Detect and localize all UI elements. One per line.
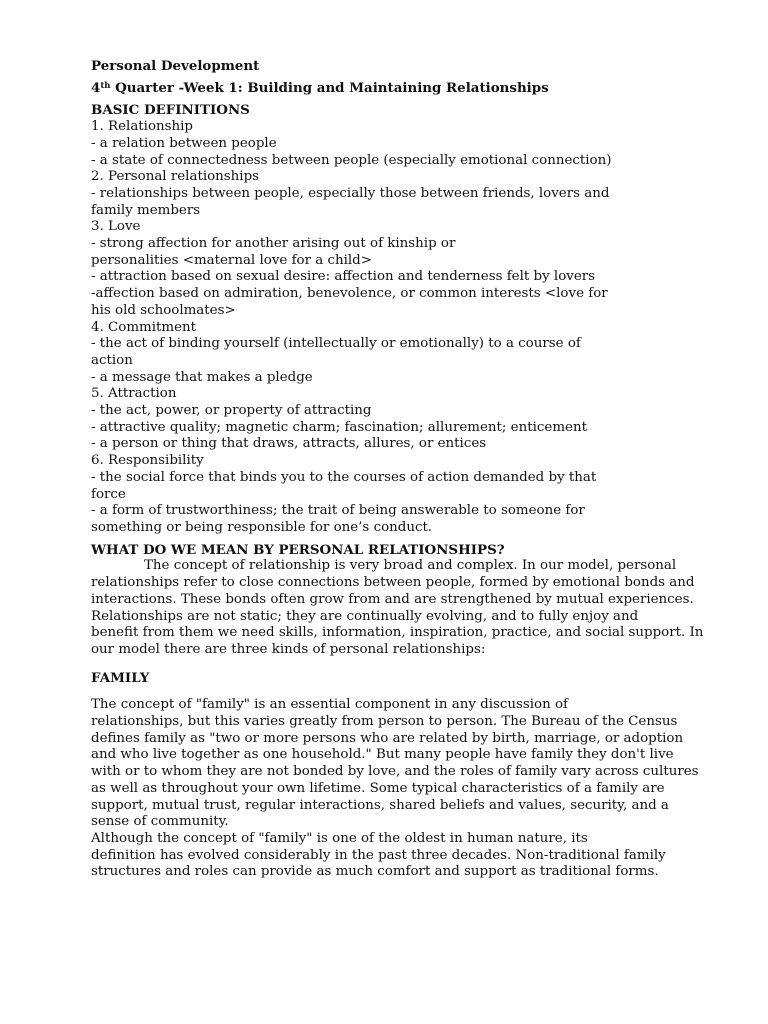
definitions-list <box>91 119 706 537</box>
paragraph-line: The concept of relationship is very broad and complex. In our model, personal <box>144 558 677 574</box>
paragraph-line: definition has evolved considerably in the past three decades. Non-traditional family <box>91 847 666 863</box>
personal-relationships-paragraph <box>91 558 706 658</box>
paragraph-line: Relationships are not static; they are continually evolving, and to fully enjoy and <box>91 608 639 624</box>
definition-line: - a relation between people <box>91 135 277 151</box>
paragraph-line: relationships, but this varies greatly from person to person. The Bureau of the Census <box>91 714 678 730</box>
paragraph-line: sense of community. <box>91 814 229 830</box>
definition-line: - a form of trustworthiness; the trait of being answerable to someone for <box>91 503 585 519</box>
definition-line: family members <box>91 202 201 218</box>
definition-line: - the act of binding yourself (intellectually or emotionally) to a course of <box>91 336 581 352</box>
paragraph-line: as well as throughout your own lifetime. Some typical characteristics of a family are <box>91 780 665 796</box>
definition-line: 1. Relationship <box>91 119 194 135</box>
paragraph-line: support, mutual trust, regular interactions, shared beliefs and values, security, and a <box>91 797 669 813</box>
definition-line: -affection based on admiration, benevolence, or common interests <love for <box>91 286 608 302</box>
definition-line: 3. Love <box>91 219 141 235</box>
family-heading: FAMILY <box>91 669 150 686</box>
title-text: Quarter -Week 1: Building and Maintaining Relationships <box>110 79 549 96</box>
definition-line: - a state of connectedness between people (especially emotional connection) <box>91 152 612 168</box>
paragraph-line: relationships refer to close connections between people, formed by emotional bonds and <box>91 575 695 591</box>
paragraph-line: structures and roles can provide as much comfort and support as traditional forms. <box>91 864 659 880</box>
definition-line: something or being responsible for one’s conduct. <box>91 519 433 535</box>
paragraph-line: interactions. These bonds often grow from and are strengthened by mutual experiences. <box>91 591 694 607</box>
definition-line: personalities <maternal love for a child> <box>91 252 372 268</box>
definition-line: - strong affection for another arising out of kinship or <box>91 236 456 252</box>
title-number: 4 <box>91 79 101 96</box>
definition-line: 5. Attraction <box>91 386 177 402</box>
definition-line: - the act, power, or property of attracting <box>91 403 372 419</box>
definition-line: - a person or thing that draws, attracts, allures, or entices <box>91 436 487 452</box>
definition-line: - relationships between people, especially those between friends, lovers and <box>91 185 610 201</box>
subject-heading: Personal Development <box>91 58 260 74</box>
definition-line: - the social force that binds you to the courses of action demanded by that <box>91 469 597 485</box>
paragraph-line: defines family as "two or more persons who are related by birth, marriage, or adoption <box>91 730 684 746</box>
definition-line: his old schoolmates> <box>91 302 236 318</box>
title-superscript: th <box>100 80 111 91</box>
family-paragraph <box>91 697 706 881</box>
personal-relationships-heading: WHAT DO WE MEAN BY PERSONAL RELATIONSHIPS? <box>91 541 505 558</box>
definition-line: - attraction based on sexual desire: affection and tenderness felt by lovers <box>91 269 596 285</box>
paragraph-line: and who live together as one household." But many people have family they don't live <box>91 747 674 763</box>
document-body <box>91 58 706 881</box>
definition-line: 4. Commitment <box>91 319 197 335</box>
definition-line: - attractive quality; magnetic charm; fascination; allurement; enticement <box>91 419 587 435</box>
page-title <box>91 80 706 97</box>
definition-line: - a message that makes a pledge <box>91 369 313 385</box>
definition-line: action <box>91 352 133 368</box>
paragraph-line: with or to whom they are not bonded by love, and the roles of family vary across cultures <box>91 764 699 780</box>
paragraph-line: Although the concept of "family" is one of the oldest in human nature, its <box>91 830 588 846</box>
paragraph-line: our model there are three kinds of personal relationships: <box>91 641 486 657</box>
paragraph-line: The concept of "family" is an essential component in any discussion of <box>91 697 568 713</box>
definition-line: 2. Personal relationships <box>91 169 260 185</box>
definition-line: force <box>91 486 126 502</box>
paragraph-line: benefit from them we need skills, information, inspiration, practice, and social support. In <box>91 625 704 641</box>
definition-line: 6. Responsibility <box>91 453 204 469</box>
basic-definitions-heading: BASIC DEFINITIONS <box>91 102 250 119</box>
